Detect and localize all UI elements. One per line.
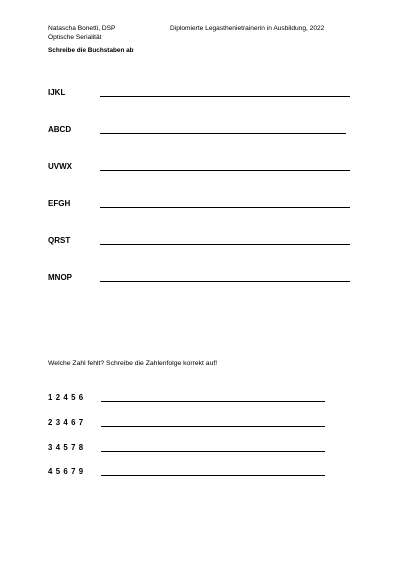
answer-line[interactable] (101, 475, 325, 476)
answer-line[interactable] (100, 281, 350, 282)
answer-line[interactable] (100, 244, 350, 245)
number-sequence: 1 2 4 5 6 (48, 393, 84, 402)
header-topic: Optische Serialität (48, 34, 102, 41)
letters-instruction: Schreibe die Buchstaben ab (48, 47, 134, 54)
number-sequence: 3 4 5 7 8 (48, 443, 84, 452)
header-author: Natascha Bonetti, DSP (48, 25, 116, 32)
answer-line[interactable] (100, 170, 350, 171)
header-role: Diplomierte Legasthenietrainerin in Ausbildung, 2022 (170, 25, 325, 32)
answer-line[interactable] (101, 426, 325, 427)
number-sequence: 2 3 4 6 7 (48, 418, 84, 427)
letter-sequence: MNOP (48, 273, 72, 282)
number-sequence: 4 5 6 7 9 (48, 467, 84, 476)
answer-line[interactable] (100, 96, 350, 97)
letter-sequence: IJKL (48, 88, 66, 97)
letter-sequence: EFGH (48, 199, 71, 208)
letter-sequence: ABCD (48, 125, 72, 134)
numbers-instruction: Welche Zahl fehlt? Schreibe die Zahlenfolge korrekt auf! (48, 360, 218, 367)
letter-sequence: UVWX (48, 162, 72, 171)
answer-line[interactable] (101, 451, 325, 452)
answer-line[interactable] (101, 401, 325, 402)
answer-line[interactable] (100, 133, 346, 134)
answer-line[interactable] (100, 207, 350, 208)
letter-sequence: QRST (48, 236, 71, 245)
